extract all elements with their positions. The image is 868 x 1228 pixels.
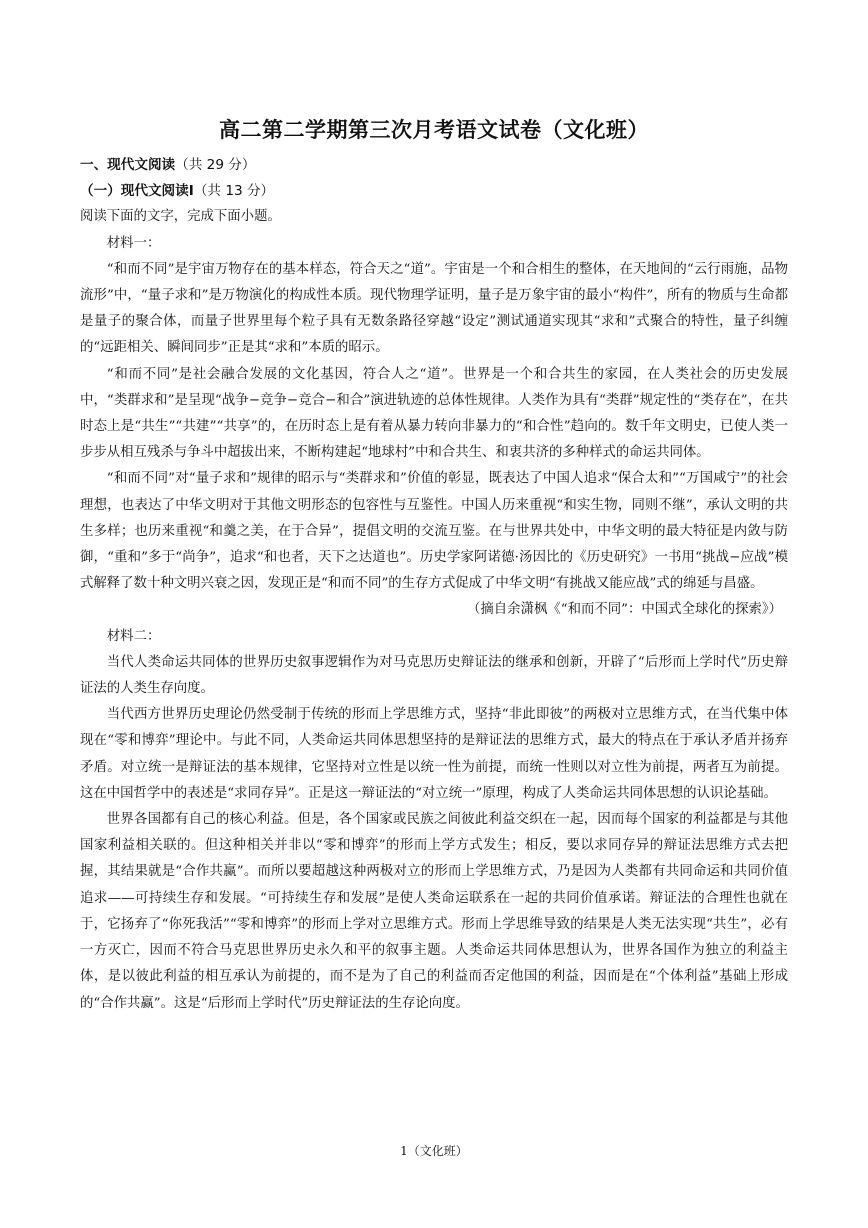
section-heading	[80, 152, 788, 178]
subsection-points: （共 13 分）	[193, 183, 275, 200]
material-2-paragraph-2: 当代西方世界历史理论仍然受制于传统的形而上学思维方式，坚持“非此即彼”的两极对立思维方式，在当代集中体现在“零和博弈”理论中。与此不同，人类命运共同体思想坚持的是辩证法的思维方式，最大的特点在于承认矛盾并扬弃矛盾。对立统一是辩证法的基本规律，它坚持对立性是以统一性为前提，而统一性则以对立性为前提，两者互为前提。这在中国哲学中的表述是“求同存异”。正是这一辩证法的“对立统一”原理，构成了人类命运共同体思想的认识论基础。	[80, 707, 788, 801]
material-2-paragraph-1: 当代人类命运共同体的世界历史叙事逻辑作为对马克思历史辩证法的继承和创新，开辟了“后形而上学时代”历史辩证法的人类生存向度。	[80, 654, 788, 697]
material-1-label: 材料一：	[106, 235, 161, 251]
page-footer: 1（文化班）	[400, 1144, 468, 1158]
subsection-heading-text: （一）现代文阅读Ⅰ	[80, 183, 194, 200]
section-points: （共 29 分）	[175, 157, 256, 173]
material-2-paragraph-3: 世界各国都有自己的核心利益。但是，各个国家或民族之间彼此利益交织在一起，因而每个国家的利益都是与其他国家利益相关联的。但这种相关并非以“零和博弈”的形而上学方式发生；相反，要以求同存异的辩证法思维方式去把握，其结果就是“合作共赢”。而所以要超越这种两极对立的形而上学思维方式，乃是因为人类都有共同命运和共同价值追求——可持续生存和发展。“可持续生存和发展”是使人类命运联系在一起的共同价值承诺。辩证法的合理性也就在于，它扬弃了“你死我活”“零和博弈”的形而上学对立思维方式。形而上学思维导致的结果是人类无法实现“共生”，必有一方灭亡，因而不符合马克思世界历史永久和平的叙事主题。人类命运共同体思想认为，世界各国作为独立的利益主体，是以彼此利益的相互承认为前提的，而不是为了自己的利益而否定他国的利益，因而是在“个体利益”基础上形成的“合作共赢”。这是“后形而上学时代”历史辩证法的生存论向度。	[80, 812, 788, 1011]
instruction-text: 阅读下面的文字，完成下面小题。	[80, 209, 281, 225]
section-heading-text: 一、现代文阅读	[80, 157, 176, 173]
material-1-paragraph-1: “和而不同”是宇宙万物存在的基本样态，符合天之“道”。宇宙是一个和合相生的整体，在天地间的“云行雨施，品物流形”中，“量子求和”是万物演化的构成性本质。现代物理学证明，量子是万象宇宙的最小“构件”，所有的物质与生命都是量子的聚合体，而量子世界里每个粒子具有无数条路径穿越“设定”测试通道实现其“求和”式聚合的特性，量子纠缠的“远距相关、瞬间同步”正是其“求和”本质的昭示。	[80, 261, 788, 356]
material-1-paragraph-2: “和而不同”是社会融合发展的文化基因，符合人之“道”。世界是一个和合共生的家园，在人类社会的历史发展中，“类群求和”是呈现“战争−竞争−竞合−和合”演进轨迹的总体性规律。人类作为具有“类群”规定性的“类存在”，在共时态上是“共生”“共建”“共享”的，在历时态上是有着从暴力转向非暴力的“和合性”趋向的。数千年文明史，已使人类一步步从相互残杀与争斗中超拔出来，不断构建起“地球村”中和合共生、和衷共济的多种样式的命运共同体。	[80, 366, 788, 461]
material-1-source: （摘自余潇枫《“和而不同”：中国式全球化的探索》）	[467, 602, 782, 618]
reading-content	[80, 152, 788, 1017]
material-1-paragraph-3: “和而不同”对“量子求和”规律的昭示与“类群求和”价值的彰显，既表达了中国人追求“保合太和”“万国咸宁”的社会理想，也表达了中华文明对于其他文明形态的包容性与互鉴性。中国人历来重视“和实生物，同则不继”，承认文明的共生多样；也历来重视“和羹之美，在于合异”，提倡文明的交流互鉴。在与世界共处中，中华文明的最大特征是内敛与防御，“重和”多于“尚争”，追求“和也者，天下之达道也”。历史学家阿诺德·汤因比的《历史研究》一书用“挑战−应战”模式解释了数十种文明兴衰之因，发现正是“和而不同”的生存方式促成了中华文明“有挑战又能应战”式的绵延与昌盛。	[80, 471, 788, 592]
subsection-heading	[80, 178, 788, 204]
material-2-label: 材料二：	[106, 628, 161, 644]
page-title: 高二第二学期第三次月考语文试卷（文化班）	[219, 118, 649, 142]
